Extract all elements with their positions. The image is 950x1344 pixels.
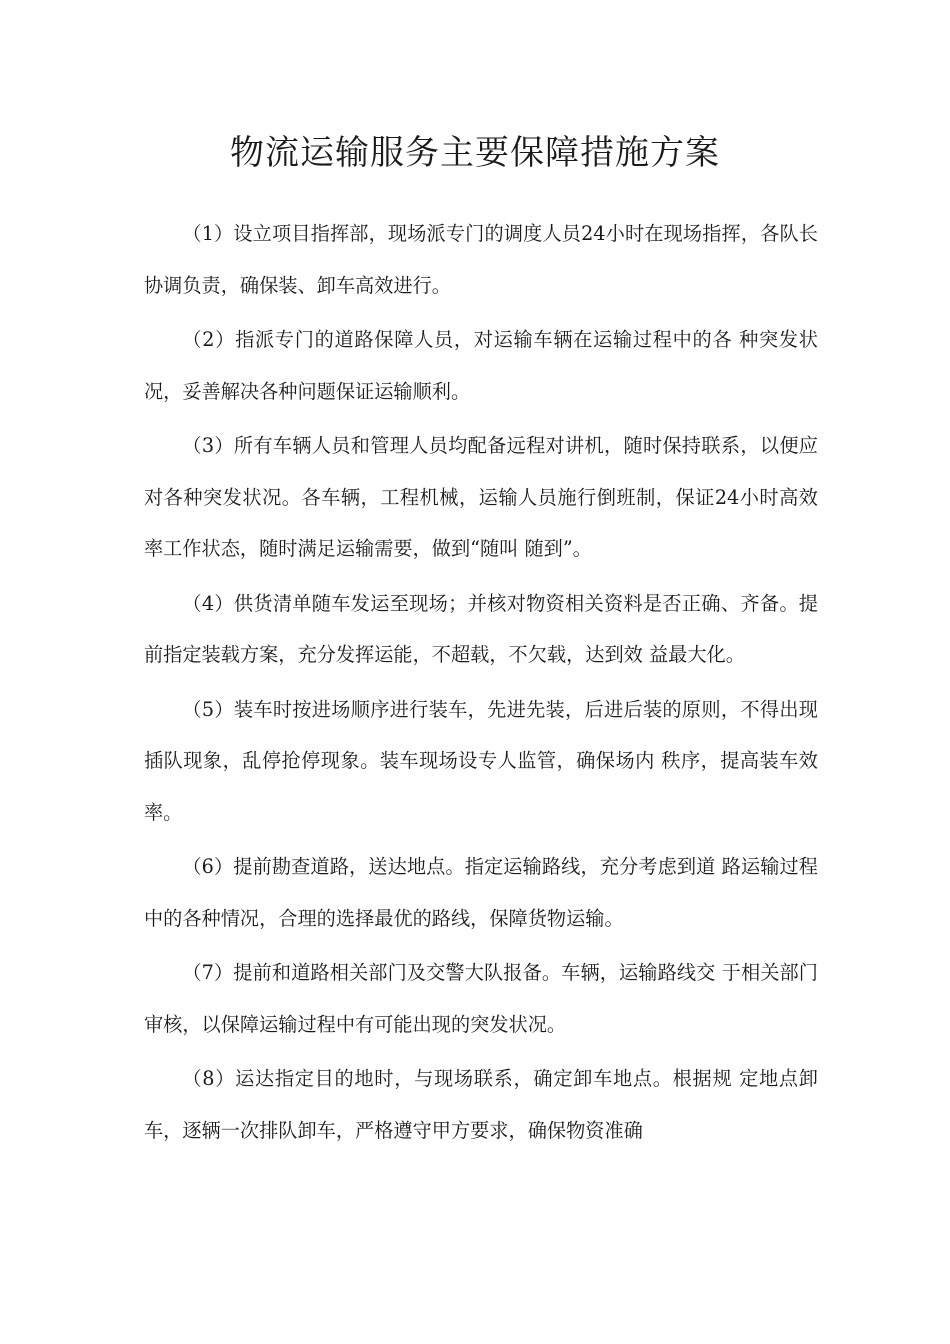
paragraph-8: （8）运达指定目的地时，与现场联系，确定卸车地点。根据规 定地点卸车，逐辆一次排队卸车，严格遵守甲方要求，确保物资准确	[144, 1067, 818, 1142]
paragraph-6: （6）提前勘查道路，送达地点。指定运输路线，充分考虑到道 路运输过程中的各种情况，合理的选择最优的路线，保障货物运输。	[144, 855, 818, 930]
paragraph-7: （7）提前和道路相关部门及交警大队报备。车辆，运输路线交 于相关部门审核，以保障运输过程中有可能出现的突发状况。	[144, 961, 818, 1036]
paragraph-3: （3）所有车辆人员和管理人员均配备远程对讲机，随时保持联系，以便应对各种突发状况。各车辆，工程机械，运输人员施行倒班制，保证24小时高效率工作状态，随时满足运输需要，做到“随叫 随到”。	[144, 434, 818, 560]
paragraph-4: （4）供货清单随车发运至现场；并核对物资相关资料是否正确、齐备。提前指定装载方案，充分发挥运能，不超载，不欠载，达到效 益最大化。	[144, 591, 818, 666]
document-title: 物流运输服务主要保障措施方案	[230, 133, 720, 173]
paragraph-5: （5）装车时按进场顺序进行装车，先进先装，后进后装的原则，不得出现插队现象，乱停抢停现象。装车现场设专人监管，确保场内 秩序，提高装车效率。	[144, 697, 818, 824]
paragraph-2: （2）指派专门的道路保障人员，对运输车辆在运输过程中的各 种突发状况，妥善解决各种问题保证运输顺利。	[144, 328, 818, 403]
paragraph-1: （1）设立项目指挥部，现场派专门的调度人员24小时在现场指挥，各队长协调负责，确保装、卸车高效进行。	[144, 222, 818, 297]
document-body	[144, 208, 818, 1159]
